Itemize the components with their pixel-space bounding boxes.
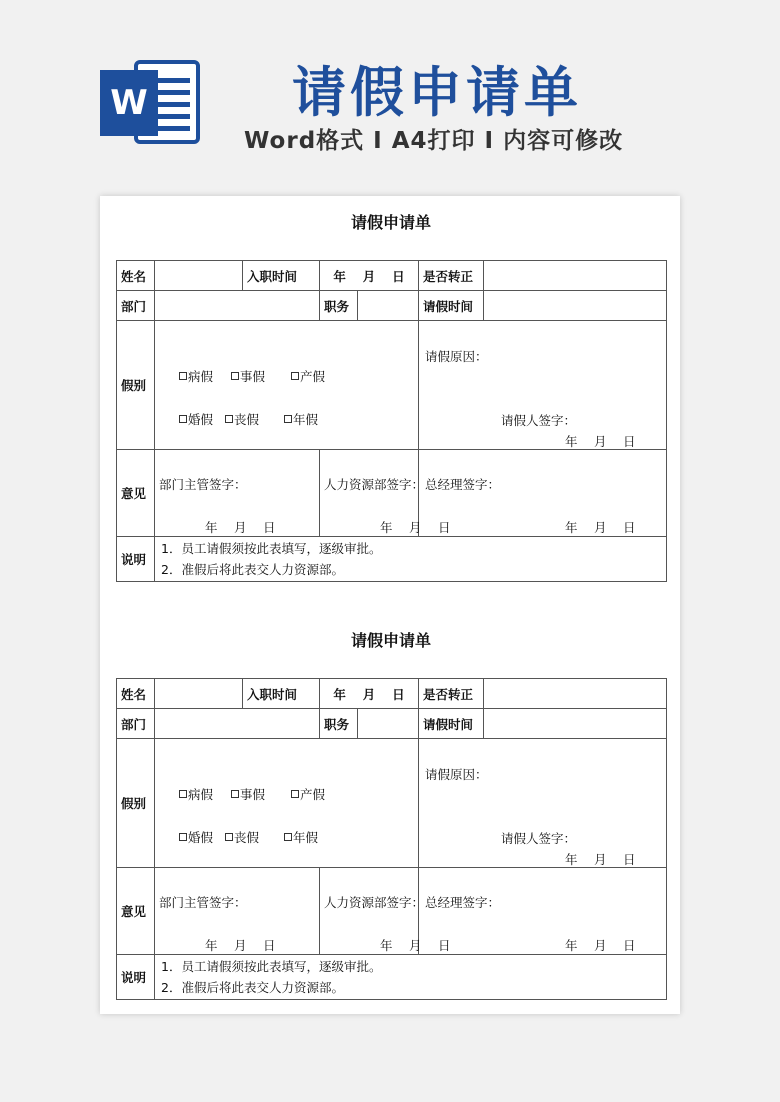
- leave-time-field[interactable]: [484, 291, 667, 321]
- checkbox-icon[interactable]: [179, 790, 187, 798]
- option-label: 婚假: [188, 830, 214, 845]
- option-label: 事假: [240, 787, 266, 802]
- opinion-label: 意见: [117, 450, 155, 537]
- option-label: 事假: [240, 369, 266, 384]
- option-sick-leave[interactable]: [179, 785, 213, 803]
- checkbox-icon[interactable]: [225, 833, 233, 841]
- option-label: 病假: [188, 369, 214, 384]
- checkbox-icon[interactable]: [179, 372, 187, 380]
- option-maternity-leave[interactable]: [291, 367, 325, 385]
- dept-label: 部门: [117, 291, 155, 321]
- hr-sign-field[interactable]: [320, 868, 451, 955]
- regular-field[interactable]: [484, 679, 667, 709]
- hr-date: 年 月 日: [380, 520, 451, 535]
- applicant-date: 年 月 日: [565, 434, 636, 449]
- option-annual-leave[interactable]: [284, 410, 318, 428]
- name-label: 姓名: [117, 679, 155, 709]
- option-bereavement-leave[interactable]: [225, 410, 259, 428]
- leave-form: [116, 629, 666, 1000]
- option-sick-leave[interactable]: [179, 367, 213, 385]
- manager-sign-field[interactable]: [155, 450, 320, 537]
- hire-date-field[interactable]: 年 月 日: [320, 679, 419, 709]
- checkbox-icon[interactable]: [179, 833, 187, 841]
- option-annual-leave[interactable]: [284, 828, 318, 846]
- name-label: 姓名: [117, 261, 155, 291]
- gm-date: 年 月 日: [565, 520, 636, 535]
- option-label: 年假: [293, 412, 319, 427]
- opinion-label: 意见: [117, 868, 155, 955]
- option-maternity-leave[interactable]: [291, 785, 325, 803]
- note-line: 1．员工请假须按此表填写，逐级审批。: [161, 959, 382, 974]
- gm-sign-label: 总经理签字：: [425, 895, 501, 910]
- leave-form: [116, 211, 666, 582]
- reason-label: 请假原因：: [425, 767, 488, 782]
- gm-sign-field[interactable]: [419, 868, 667, 955]
- option-bereavement-leave[interactable]: [225, 828, 259, 846]
- manager-sign-field[interactable]: [155, 868, 320, 955]
- note-line: 2．准假后将此表交人力资源部。: [161, 980, 344, 995]
- checkbox-icon[interactable]: [284, 415, 292, 423]
- option-label: 产假: [300, 787, 326, 802]
- manager-sign-label: 部门主管签字：: [159, 895, 247, 910]
- option-personal-leave[interactable]: [231, 367, 265, 385]
- checkbox-icon[interactable]: [231, 372, 239, 380]
- page-subtitle: Word格式 I A4打印 I 内容可修改: [244, 128, 624, 154]
- dept-label: 部门: [117, 709, 155, 739]
- manager-date: 年 月 日: [205, 520, 276, 535]
- checkbox-icon[interactable]: [284, 833, 292, 841]
- position-label: 职务: [320, 709, 358, 739]
- name-field[interactable]: [155, 679, 243, 709]
- reason-field[interactable]: [419, 739, 667, 868]
- note-line: 2．准假后将此表交人力资源部。: [161, 562, 344, 577]
- position-label: 职务: [320, 291, 358, 321]
- checkbox-icon[interactable]: [225, 415, 233, 423]
- checkbox-icon[interactable]: [291, 790, 299, 798]
- checkbox-icon[interactable]: [231, 790, 239, 798]
- regular-label: 是否转正: [419, 261, 484, 291]
- applicant-sign-label: 请假人签字：: [501, 831, 577, 846]
- option-label: 产假: [300, 369, 326, 384]
- option-marriage-leave[interactable]: [179, 828, 213, 846]
- checkbox-icon[interactable]: [291, 372, 299, 380]
- leave-type-options: [155, 321, 419, 450]
- dept-field[interactable]: [155, 291, 320, 321]
- dept-field[interactable]: [155, 709, 320, 739]
- leave-time-label: 请假时间: [419, 709, 484, 739]
- leave-type-label: 假别: [117, 321, 155, 450]
- page-title: 请假申请单: [292, 61, 582, 124]
- hr-sign-label: 人力资源部签字：: [324, 895, 425, 910]
- option-label: 婚假: [188, 412, 214, 427]
- option-label: 丧假: [234, 830, 260, 845]
- hire-date-field[interactable]: 年 月 日: [320, 261, 419, 291]
- option-personal-leave[interactable]: [231, 785, 265, 803]
- hr-sign-label: 人力资源部签字：: [324, 477, 425, 492]
- page-header: [0, 0, 780, 190]
- position-field[interactable]: [358, 709, 419, 739]
- gm-sign-label: 总经理签字：: [425, 477, 501, 492]
- leave-table: [116, 260, 667, 582]
- option-label: 丧假: [234, 412, 260, 427]
- hire-date-label: 入职时间: [243, 261, 320, 291]
- leave-time-field[interactable]: [484, 709, 667, 739]
- name-field[interactable]: [155, 261, 243, 291]
- manager-sign-label: 部门主管签字：: [159, 477, 247, 492]
- hr-date: 年 月 日: [380, 938, 451, 953]
- hr-sign-field[interactable]: [320, 450, 451, 537]
- form-title: 请假申请单: [350, 213, 431, 232]
- word-logo-letter: W: [110, 83, 148, 123]
- manager-date: 年 月 日: [205, 938, 276, 953]
- option-label: 病假: [188, 787, 214, 802]
- option-marriage-leave[interactable]: [179, 410, 213, 428]
- applicant-date: 年 月 日: [565, 852, 636, 867]
- word-icon: [100, 58, 200, 146]
- notes-content: [155, 955, 667, 1000]
- hire-date-label: 入职时间: [243, 679, 320, 709]
- leave-type-options: [155, 739, 419, 868]
- notes-label: 说明: [117, 537, 155, 582]
- gm-date: 年 月 日: [565, 938, 636, 953]
- option-label: 年假: [293, 830, 319, 845]
- document-sheet: [100, 196, 680, 1014]
- regular-field[interactable]: [484, 261, 667, 291]
- leave-time-label: 请假时间: [419, 291, 484, 321]
- applicant-sign-label: 请假人签字：: [501, 413, 577, 428]
- reason-label: 请假原因：: [425, 349, 488, 364]
- gm-sign-field[interactable]: [419, 450, 667, 537]
- leave-table: [116, 678, 667, 1000]
- form-title: 请假申请单: [350, 631, 431, 650]
- reason-field[interactable]: [419, 321, 667, 450]
- notes-content: [155, 537, 667, 582]
- leave-type-label: 假别: [117, 739, 155, 868]
- checkbox-icon[interactable]: [179, 415, 187, 423]
- notes-label: 说明: [117, 955, 155, 1000]
- regular-label: 是否转正: [419, 679, 484, 709]
- position-field[interactable]: [358, 291, 419, 321]
- note-line: 1．员工请假须按此表填写，逐级审批。: [161, 541, 382, 556]
